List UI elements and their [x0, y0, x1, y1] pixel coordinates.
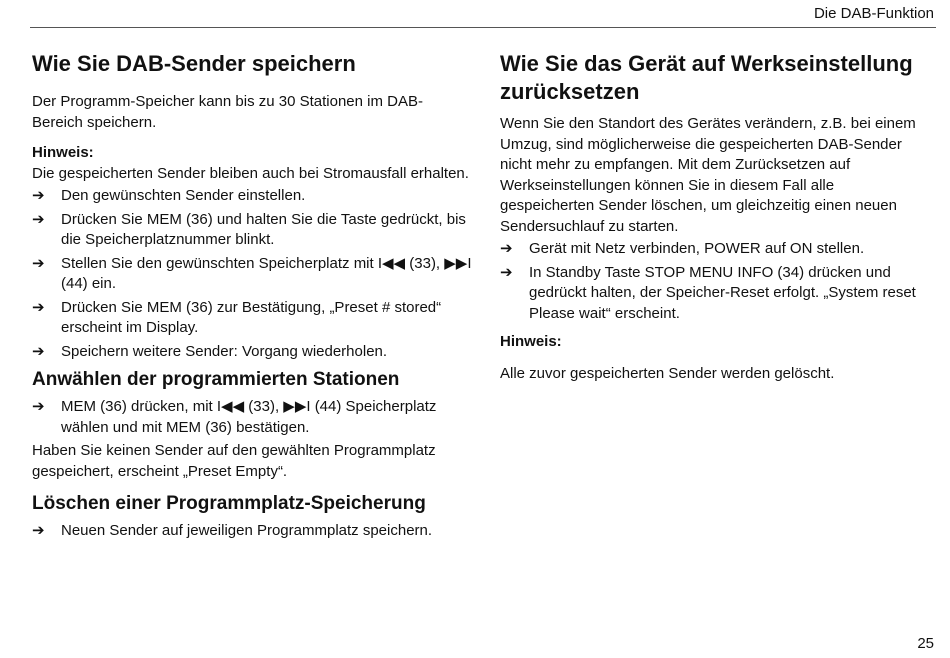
- section-heading: Löschen einer Programmplatz-Speicherung: [32, 493, 426, 514]
- section-select-stations: [32, 368, 472, 482]
- step-text: Stellen Sie den gewünschten Speicherplatz mit I◀◀ (33), ▶▶I (44) ein.: [61, 254, 472, 292]
- list-item: [32, 210, 472, 251]
- hint-text: Alle zuvor gespeicherten Sender werden gelöscht.: [500, 364, 835, 382]
- step-list: [500, 239, 937, 324]
- list-item: [500, 263, 937, 325]
- step-text: Neuen Sender auf jeweiligen Programmplatz speichern.: [61, 522, 433, 539]
- hint-label: Hinweis:: [32, 144, 94, 161]
- section-factory-reset: [500, 50, 937, 384]
- section-delete-preset: [32, 492, 472, 542]
- arrow-icon: ➔: [32, 254, 45, 272]
- arrow-icon: ➔: [500, 240, 513, 257]
- left-column: [32, 50, 472, 545]
- section-save-dab-stations: [32, 50, 472, 362]
- section-heading: Wie Sie DAB-Sender speichern: [32, 51, 356, 76]
- step-text: In Standby Taste STOP MENU INFO (34) drücken und gedrückt halten, der Speicher-Reset erfolgt. „System reset Please wait“ erscheint.: [529, 263, 937, 322]
- list-item: [32, 186, 472, 207]
- section-note: Haben Sie keinen Sender auf den gewählten Programmplatz gespeichert, erscheint „Preset Empty“.: [32, 442, 436, 480]
- arrow-icon: ➔: [32, 342, 45, 360]
- step-list: [32, 521, 472, 542]
- header-title: Die DAB-Funktion: [813, 5, 934, 22]
- list-item: [32, 298, 472, 339]
- step-text: Drücken Sie MEM (36) und halten Sie die Taste gedrückt, bis die Speicherplatznummer blinkt.: [61, 210, 466, 248]
- page-number: 25: [917, 635, 934, 652]
- header-divider: [30, 27, 936, 28]
- section-heading: Anwählen der programmierten Stationen: [32, 369, 400, 390]
- right-column: [500, 50, 937, 384]
- list-item: [32, 521, 472, 542]
- arrow-icon: ➔: [32, 210, 45, 228]
- section-intro: Wenn Sie den Standort des Gerätes verändern, z.B. bei einem Umzug, sind möglicherweise die gespeicherten DAB-Sender nicht mehr zu empfangen. Mit dem Zurücksetzen auf Werkseinstellungen können Sie in diesem Fall alle gespeicherten Sender löschen, um gleichzeitig einen neuen Sendersuchlauf zu starten.: [500, 115, 916, 235]
- step-list: [32, 397, 472, 438]
- list-item: [32, 254, 472, 295]
- step-text: Den gewünschten Sender einstellen.: [61, 187, 306, 204]
- step-text: MEM (36) drücken, mit I◀◀ (33), ▶▶I (44) Speicherplatz wählen und mit MEM (36) bestätigen.: [61, 398, 437, 436]
- arrow-icon: ➔: [32, 398, 45, 415]
- section-heading: Wie Sie das Gerät auf Werkseinstellung zurücksetzen: [500, 51, 913, 104]
- arrow-icon: ➔: [32, 187, 45, 204]
- step-text: Drücken Sie MEM (36) zur Bestätigung, „Preset # stored“ erscheint im Display.: [61, 298, 442, 336]
- list-item: [32, 342, 472, 363]
- list-item: [500, 239, 930, 260]
- arrow-icon: ➔: [32, 522, 45, 539]
- step-text: Speichern weitere Sender: Vorgang wiederholen.: [61, 342, 388, 360]
- list-item: [32, 397, 472, 438]
- hint-text: Die gespeicherten Sender bleiben auch bei Stromausfall erhalten.: [32, 164, 469, 182]
- hint-label: Hinweis:: [500, 333, 562, 350]
- arrow-icon: ➔: [500, 263, 513, 281]
- section-intro: Der Programm-Speicher kann bis zu 30 Stationen im DAB-Bereich speichern.: [32, 93, 423, 131]
- arrow-icon: ➔: [32, 298, 45, 316]
- step-list: [32, 186, 472, 362]
- step-text: Gerät mit Netz verbinden, POWER auf ON stellen.: [529, 240, 865, 257]
